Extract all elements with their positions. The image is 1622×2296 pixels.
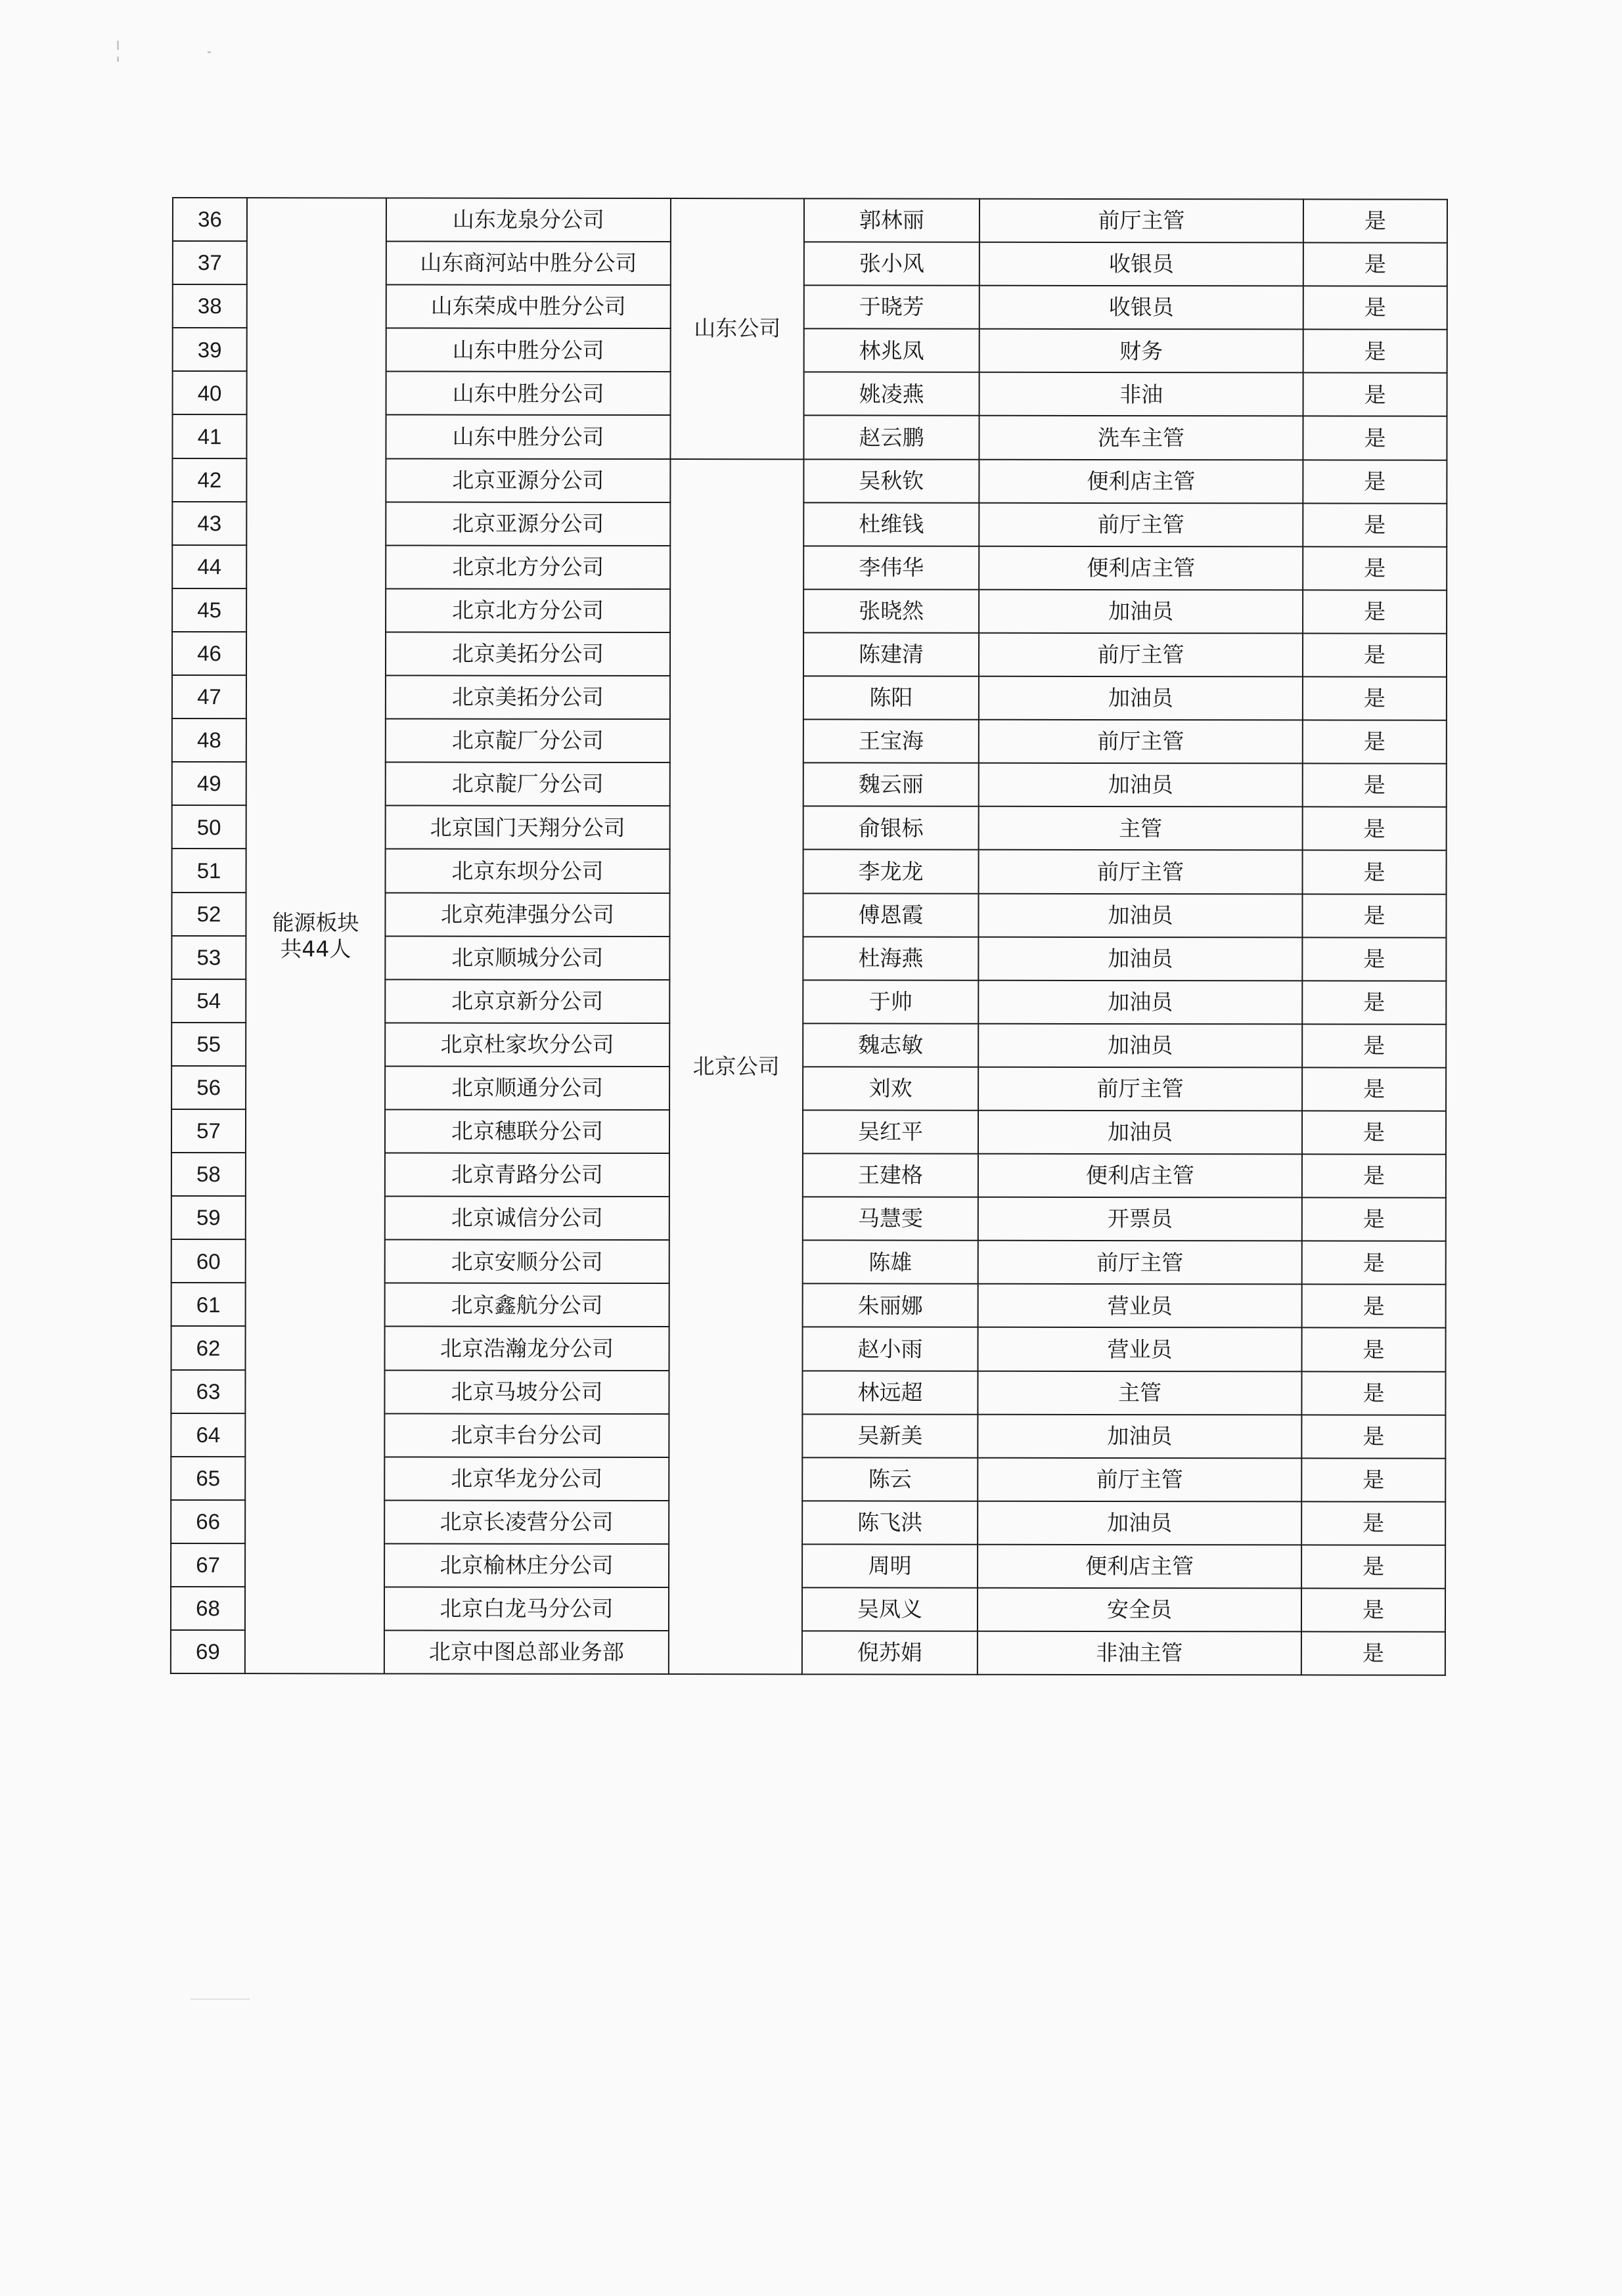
row-number: 50 [172, 805, 246, 849]
person-name: 张小风 [804, 242, 980, 285]
position: 收银员 [980, 242, 1303, 286]
status-flag: 是 [1301, 1631, 1445, 1675]
branch-name: 北京鑫航分公司 [385, 1283, 669, 1327]
position: 便利店主管 [979, 459, 1303, 503]
status-flag: 是 [1303, 720, 1447, 764]
person-name: 杜海燕 [803, 937, 978, 980]
row-number: 43 [172, 502, 246, 545]
position: 营业员 [978, 1284, 1302, 1328]
status-flag: 是 [1303, 764, 1447, 807]
position: 收银员 [980, 286, 1303, 330]
row-number: 58 [171, 1153, 246, 1196]
status-flag: 是 [1301, 1501, 1445, 1545]
row-number: 68 [171, 1587, 245, 1630]
status-flag: 是 [1303, 676, 1447, 720]
person-name: 于帅 [803, 980, 978, 1023]
scan-speck [208, 51, 211, 53]
branch-name: 北京北方分公司 [386, 545, 670, 589]
branch-name: 北京靛厂分公司 [386, 762, 670, 806]
position: 加油员 [979, 676, 1303, 720]
branch-name: 北京靛厂分公司 [386, 719, 670, 763]
row-number: 53 [171, 936, 246, 979]
row-number: 48 [172, 718, 246, 762]
row-number: 57 [171, 1109, 246, 1153]
position: 前厅主管 [979, 850, 1303, 894]
branch-name: 北京美拓分公司 [386, 632, 670, 676]
position: 财务 [980, 329, 1303, 373]
row-number: 66 [171, 1500, 245, 1543]
person-name: 李龙龙 [803, 850, 979, 893]
branch-name: 北京杜家坎分公司 [385, 1023, 669, 1067]
person-name: 杜维钱 [803, 502, 979, 546]
section-cell [245, 198, 386, 1673]
branch-name: 北京亚源分公司 [386, 502, 670, 546]
section-count: 共44人 [280, 935, 351, 961]
status-flag: 是 [1301, 1458, 1445, 1501]
status-flag: 是 [1303, 416, 1447, 460]
person-name: 陈云 [802, 1457, 978, 1501]
status-flag: 是 [1303, 286, 1447, 330]
status-flag: 是 [1302, 981, 1446, 1024]
row-number: 40 [173, 371, 247, 414]
position: 加油员 [978, 893, 1302, 937]
status-flag: 是 [1303, 242, 1447, 286]
person-name: 魏志敏 [803, 1023, 978, 1067]
branch-name: 北京浩瀚龙分公司 [385, 1327, 669, 1371]
section-name: 能源板块 [272, 910, 359, 936]
row-number: 69 [171, 1630, 245, 1673]
branch-name: 北京榆林庄分公司 [384, 1543, 669, 1587]
person-name: 于晓芳 [804, 286, 980, 329]
position: 主管 [978, 1371, 1301, 1415]
row-number: 42 [172, 458, 246, 502]
company-group: 山东公司 [670, 198, 804, 459]
scan-speck [117, 41, 119, 50]
status-flag: 是 [1302, 1111, 1446, 1154]
branch-name: 北京华龙分公司 [384, 1457, 669, 1501]
row-number: 59 [171, 1196, 246, 1239]
row-number: 62 [171, 1326, 246, 1369]
status-flag: 是 [1302, 894, 1446, 937]
position: 便利店主管 [978, 1154, 1302, 1198]
position: 前厅主管 [980, 199, 1303, 243]
row-number: 44 [172, 545, 246, 588]
position: 前厅主管 [978, 1067, 1302, 1111]
person-name: 陈建清 [803, 632, 979, 676]
status-flag: 是 [1303, 503, 1447, 546]
person-name: 赵小雨 [803, 1327, 978, 1371]
person-name: 王建格 [803, 1153, 978, 1197]
position: 前厅主管 [979, 633, 1303, 677]
status-flag: 是 [1301, 1588, 1445, 1631]
branch-name: 北京青路分公司 [385, 1153, 669, 1197]
status-flag: 是 [1301, 1415, 1445, 1458]
position: 主管 [979, 806, 1303, 850]
position: 前厅主管 [979, 502, 1303, 546]
person-name: 俞银标 [803, 806, 979, 850]
position: 营业员 [978, 1327, 1302, 1371]
row-number: 38 [173, 284, 247, 328]
person-name: 吴红平 [803, 1110, 978, 1153]
branch-name: 北京顺城分公司 [385, 936, 669, 980]
row-number: 56 [171, 1066, 246, 1109]
position: 加油员 [979, 763, 1303, 807]
row-number: 61 [171, 1283, 246, 1326]
person-name: 傅恩霞 [803, 893, 978, 937]
position: 加油员 [978, 980, 1302, 1024]
position: 非油主管 [978, 1631, 1301, 1675]
person-name: 姚凌燕 [804, 372, 980, 416]
status-flag: 是 [1303, 199, 1447, 242]
position: 洗车主管 [979, 416, 1303, 460]
person-name: 朱丽娜 [803, 1284, 978, 1327]
position: 开票员 [978, 1197, 1302, 1241]
person-name: 倪苏娟 [802, 1631, 978, 1674]
person-name: 赵云鹏 [803, 416, 979, 459]
row-number: 52 [171, 893, 246, 936]
status-flag: 是 [1303, 546, 1447, 590]
branch-name: 北京中图总部业务部 [384, 1631, 669, 1675]
branch-name: 北京北方分公司 [386, 588, 670, 632]
staff-list [170, 197, 1447, 1676]
position: 加油员 [978, 1501, 1301, 1545]
branch-name: 北京美拓分公司 [386, 675, 670, 719]
position: 前厅主管 [978, 1241, 1302, 1285]
status-flag: 是 [1302, 1328, 1446, 1371]
person-name: 周明 [802, 1544, 978, 1587]
person-name: 林远超 [802, 1371, 978, 1414]
status-flag: 是 [1301, 1545, 1445, 1588]
branch-name: 北京丰台分公司 [384, 1413, 669, 1457]
branch-name: 北京东坝分公司 [386, 849, 670, 893]
status-flag: 是 [1301, 1371, 1445, 1415]
branch-name: 山东荣成中胜分公司 [386, 285, 671, 329]
status-flag: 是 [1303, 850, 1447, 894]
branch-name: 北京国门天翔分公司 [386, 806, 670, 850]
branch-name: 山东龙泉分公司 [386, 198, 671, 242]
branch-name: 北京马坡分公司 [384, 1370, 669, 1414]
person-name: 王宝海 [803, 719, 979, 762]
person-name: 刘欢 [803, 1067, 978, 1110]
branch-name: 北京亚源分公司 [386, 458, 670, 502]
person-name: 吴新美 [802, 1414, 978, 1457]
company-group: 北京公司 [669, 459, 804, 1675]
row-number: 45 [172, 588, 246, 632]
branch-name: 北京诚信分公司 [385, 1197, 669, 1241]
person-name: 郭林丽 [804, 198, 980, 242]
person-name: 陈飞洪 [802, 1501, 978, 1544]
status-flag: 是 [1302, 1241, 1446, 1285]
status-flag: 是 [1303, 807, 1447, 850]
person-name: 陈雄 [803, 1241, 978, 1284]
person-name: 马慧雯 [803, 1197, 978, 1240]
row-number: 41 [172, 414, 246, 458]
row-number: 46 [172, 632, 246, 675]
position: 加油员 [978, 1023, 1302, 1067]
status-flag: 是 [1302, 1198, 1446, 1241]
row-number: 36 [173, 198, 247, 241]
person-name: 陈阳 [803, 676, 979, 719]
person-name: 李伟华 [803, 546, 979, 589]
row-number: 49 [172, 762, 246, 805]
position: 安全员 [978, 1588, 1301, 1632]
status-flag: 是 [1302, 1285, 1446, 1328]
position: 便利店主管 [978, 1545, 1301, 1589]
table-body [171, 198, 1447, 1675]
row-number: 67 [171, 1543, 245, 1587]
status-flag: 是 [1303, 373, 1447, 416]
position: 加油员 [978, 937, 1302, 981]
row-number: 51 [172, 849, 246, 892]
status-flag: 是 [1302, 1024, 1446, 1067]
position: 加油员 [979, 590, 1303, 634]
position: 便利店主管 [979, 546, 1303, 590]
status-flag: 是 [1303, 633, 1447, 676]
status-flag: 是 [1302, 937, 1446, 981]
status-flag: 是 [1302, 1067, 1446, 1111]
branch-name: 北京苑津强分公司 [385, 893, 669, 937]
status-flag: 是 [1302, 1154, 1446, 1197]
branch-name: 北京穗联分公司 [385, 1109, 669, 1153]
branch-name: 山东中胜分公司 [386, 415, 670, 459]
status-flag: 是 [1303, 330, 1447, 373]
branch-name: 北京顺通分公司 [385, 1066, 669, 1110]
person-name: 张晓然 [803, 589, 979, 632]
row-number: 60 [171, 1239, 246, 1283]
person-name: 林兆凤 [804, 329, 980, 372]
branch-name: 北京白龙马分公司 [384, 1587, 669, 1631]
branch-name: 山东中胜分公司 [386, 328, 671, 372]
table-row [173, 198, 1447, 243]
position: 非油 [980, 372, 1303, 416]
row-number: 37 [173, 241, 247, 284]
position: 加油员 [978, 1414, 1301, 1458]
person-name: 吴秋钦 [803, 459, 979, 502]
status-flag: 是 [1303, 460, 1447, 503]
person-name: 吴凤义 [802, 1587, 978, 1631]
staff-table [170, 197, 1448, 1676]
row-number: 64 [171, 1413, 245, 1457]
branch-name: 北京安顺分公司 [385, 1240, 669, 1284]
person-name: 魏云丽 [803, 763, 979, 806]
status-flag: 是 [1303, 590, 1447, 633]
branch-name: 山东中胜分公司 [386, 372, 671, 416]
row-number: 55 [171, 1023, 246, 1066]
position: 前厅主管 [978, 1457, 1301, 1501]
branch-name: 北京京新分公司 [385, 979, 669, 1023]
row-number: 39 [173, 328, 247, 371]
position: 加油员 [978, 1111, 1302, 1155]
row-number: 65 [171, 1457, 245, 1500]
branch-name: 山东商河站中胜分公司 [386, 242, 671, 286]
row-number: 47 [172, 675, 246, 718]
row-number: 63 [171, 1370, 245, 1413]
branch-name: 北京长凌营分公司 [384, 1500, 669, 1544]
row-number: 54 [171, 979, 246, 1023]
scan-line [191, 1998, 250, 2000]
scan-speck [117, 56, 119, 62]
position: 前厅主管 [979, 720, 1303, 764]
